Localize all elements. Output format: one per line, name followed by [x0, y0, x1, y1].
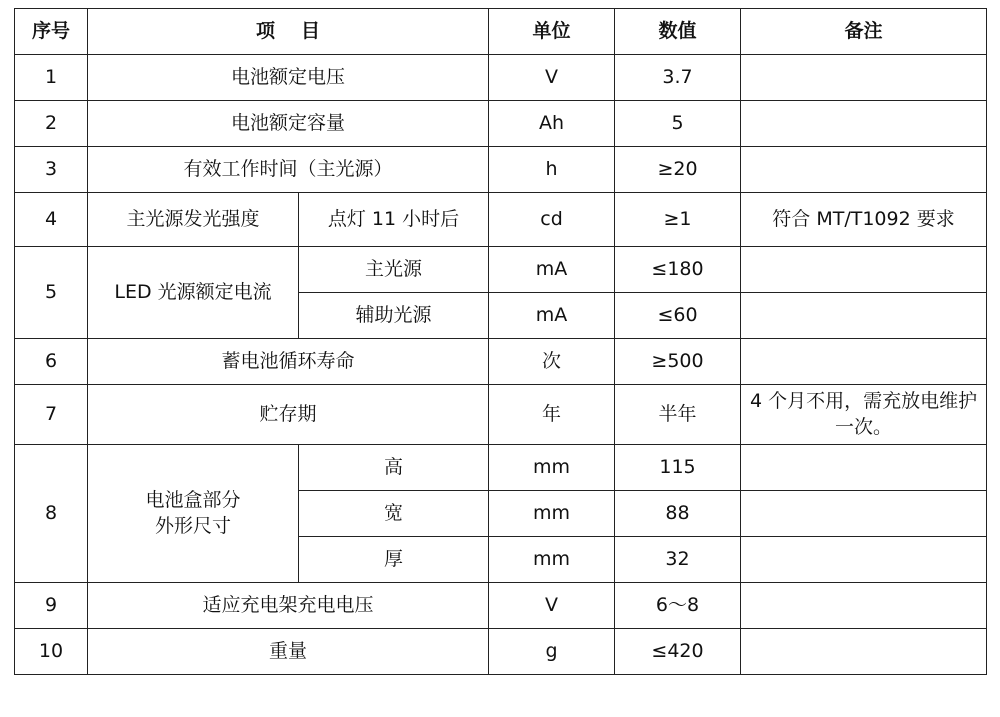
cell-sub: 辅助光源 [299, 293, 489, 339]
spec-table [14, 8, 987, 675]
cell-remark [741, 537, 987, 583]
table-row [15, 385, 987, 445]
cell-value: ≥20 [615, 147, 741, 193]
cell-item: 电池额定容量 [88, 101, 489, 147]
cell-item: 贮存期 [88, 385, 489, 445]
cell-unit: cd [489, 193, 615, 247]
cell-remark: 符合 MT/T1092 要求 [741, 193, 987, 247]
table-row [15, 193, 987, 247]
cell-value: ≥500 [615, 339, 741, 385]
cell-item: 适应充电架充电电压 [88, 583, 489, 629]
cell-unit: mm [489, 445, 615, 491]
header-seq: 序号 [15, 9, 88, 55]
header-item-b: 目 [301, 19, 321, 42]
cell-item: LED 光源额定电流 [88, 247, 299, 339]
header-row [15, 9, 987, 55]
cell-item: 有效工作时间（主光源） [88, 147, 489, 193]
cell-unit: 年 [489, 385, 615, 445]
cell-sub: 点灯 11 小时后 [299, 193, 489, 247]
cell-value: 6～8 [615, 583, 741, 629]
cell-unit: V [489, 55, 615, 101]
table-row [15, 629, 987, 675]
header-unit: 单位 [489, 9, 615, 55]
table-row [15, 247, 987, 293]
cell-item: 重量 [88, 629, 489, 675]
header-value: 数值 [615, 9, 741, 55]
cell-unit: mA [489, 247, 615, 293]
cell-value: 3.7 [615, 55, 741, 101]
cell-unit: mA [489, 293, 615, 339]
table-row [15, 445, 987, 491]
table-row [15, 147, 987, 193]
cell-value: 5 [615, 101, 741, 147]
cell-seq: 7 [15, 385, 88, 445]
cell-value: 半年 [615, 385, 741, 445]
cell-seq: 9 [15, 583, 88, 629]
cell-remark [741, 629, 987, 675]
cell-seq: 3 [15, 147, 88, 193]
cell-remark [741, 583, 987, 629]
header-remark: 备注 [741, 9, 987, 55]
cell-unit: V [489, 583, 615, 629]
cell-remark [741, 339, 987, 385]
cell-item-line1: 电池盒部分 [145, 488, 241, 511]
table-row [15, 101, 987, 147]
cell-value: ≤180 [615, 247, 741, 293]
cell-unit: h [489, 147, 615, 193]
cell-remark [741, 445, 987, 491]
cell-item: 电池额定电压 [88, 55, 489, 101]
cell-unit: mm [489, 537, 615, 583]
cell-seq: 2 [15, 101, 88, 147]
cell-item: 蓄电池循环寿命 [88, 339, 489, 385]
cell-remark [741, 247, 987, 293]
cell-remark: 4 个月不用，需充放电维护一次。 [741, 385, 987, 445]
cell-unit: mm [489, 491, 615, 537]
cell-remark [741, 491, 987, 537]
cell-seq: 1 [15, 55, 88, 101]
cell-value: ≥1 [615, 193, 741, 247]
cell-value: ≤420 [615, 629, 741, 675]
cell-remark [741, 293, 987, 339]
cell-item [88, 445, 299, 583]
cell-value: 115 [615, 445, 741, 491]
cell-unit: Ah [489, 101, 615, 147]
cell-seq: 6 [15, 339, 88, 385]
cell-sub: 厚 [299, 537, 489, 583]
cell-sub: 主光源 [299, 247, 489, 293]
table-row [15, 339, 987, 385]
cell-value: ≤60 [615, 293, 741, 339]
cell-sub: 高 [299, 445, 489, 491]
cell-seq: 10 [15, 629, 88, 675]
cell-unit: g [489, 629, 615, 675]
cell-unit: 次 [489, 339, 615, 385]
cell-value: 88 [615, 491, 741, 537]
table-row [15, 583, 987, 629]
cell-seq: 8 [15, 445, 88, 583]
table-row [15, 55, 987, 101]
cell-item-line2: 外形尺寸 [154, 514, 231, 537]
cell-value: 32 [615, 537, 741, 583]
cell-seq: 4 [15, 193, 88, 247]
header-item-a: 项 [255, 19, 275, 42]
cell-remark [741, 101, 987, 147]
header-item [88, 9, 489, 55]
cell-seq: 5 [15, 247, 88, 339]
cell-remark [741, 147, 987, 193]
cell-remark [741, 55, 987, 101]
cell-sub: 宽 [299, 491, 489, 537]
cell-item: 主光源发光强度 [88, 193, 299, 247]
